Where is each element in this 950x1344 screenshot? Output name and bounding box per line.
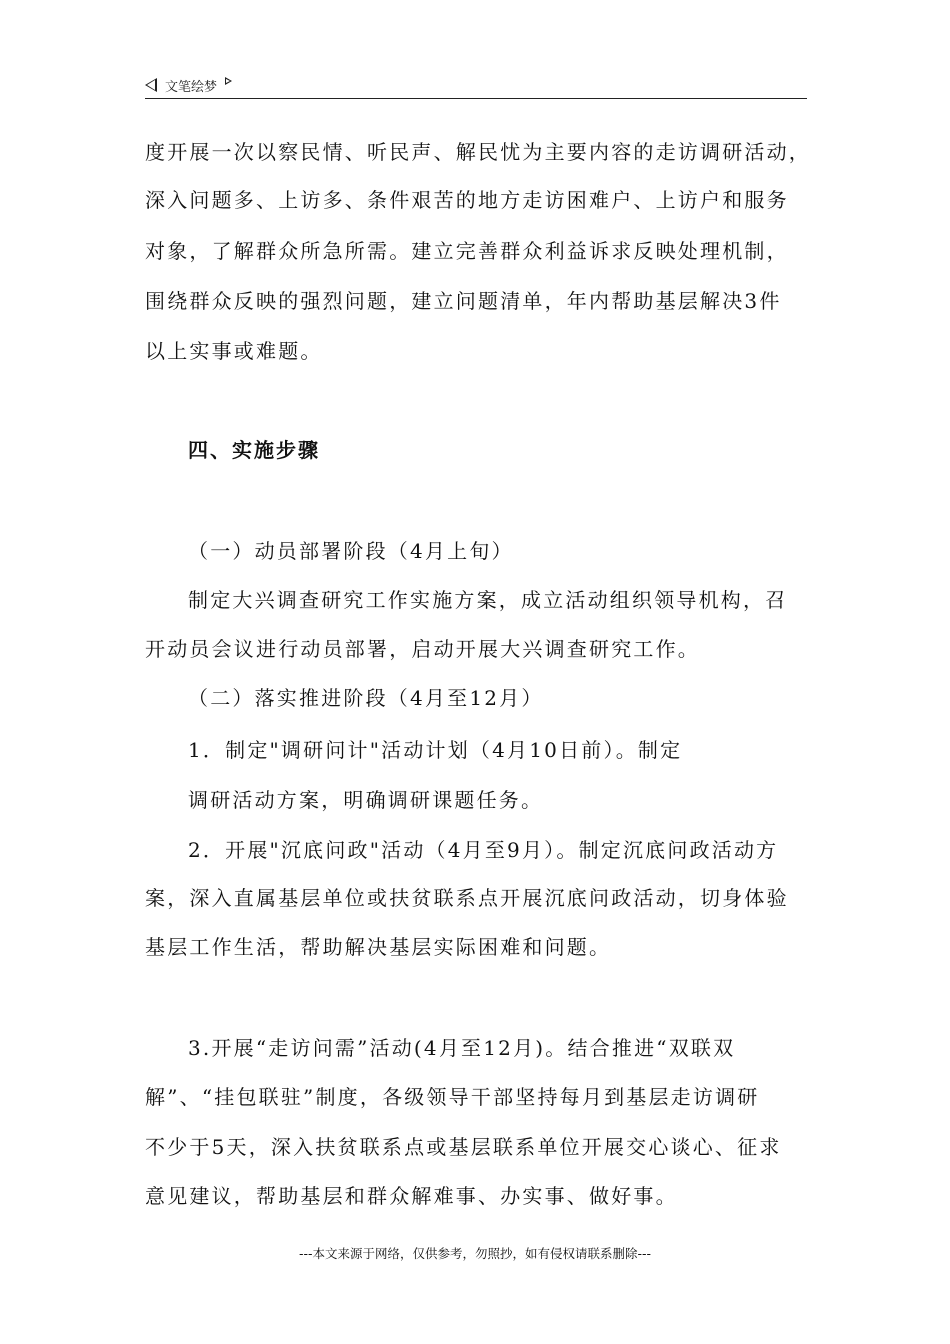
stage-title: （一）动员部署阶段（4月上旬） [188, 539, 514, 563]
text-line: 基层工作生活，帮助解决基层实际困难和问题。 [145, 935, 612, 959]
text-line: 度开展一次以察民情、听民声、解民忧为主要内容的走访调研活动， [145, 140, 811, 164]
text-line: 3.开展“走访问需”活动(4月至12月)。结合推进“双联双 [188, 1036, 736, 1060]
text-line: 制定大兴调查研究工作实施方案，成立活动组织领导机构，召 [188, 588, 788, 612]
text-line: 深入问题多、上访多、条件艰苦的地方走访困难户、上访户和服务 [145, 188, 789, 212]
text-line: 1．制定"调研问计"活动计划（4月10日前）。制定 [188, 738, 683, 762]
footer-notice: ---本文来源于网络，仅供参考，勿照抄，如有侵权请联系删除--- [298, 1246, 652, 1261]
stage-title: （二）落实推进阶段（4月至12月） [188, 686, 544, 710]
text-line: 以上实事或难题。 [145, 339, 323, 363]
text-line: 不少于5天，深入扶贫联系点或基层联系单位开展交心谈心、征求 [145, 1135, 782, 1159]
header-title: 文笔绘梦 [165, 79, 218, 95]
triangle-left-icon [145, 78, 157, 92]
text-line: 意见建议，帮助基层和群众解难事、办实事、做好事。 [145, 1184, 678, 1208]
text-line: 2．开展"沉底问政"活动（4月至9月）。制定沉底问政活动方 [188, 838, 779, 862]
section-heading: 四、实施步骤 [188, 438, 320, 462]
text-line: 开动员会议进行动员部署，启动开展大兴调查研究工作。 [145, 637, 700, 661]
text-line: 围绕群众反映的强烈问题，建立问题清单，年内帮助基层解决3件 [145, 289, 782, 313]
text-line: 对象，了解群众所急所需。建立完善群众利益诉求反映处理机制， [145, 239, 789, 263]
page-header [145, 72, 807, 99]
text-line: 调研活动方案，明确调研课题任务。 [188, 788, 544, 812]
triangle-right-icon [225, 77, 232, 85]
text-line: 解”、“挂包联驻”制度，各级领导干部坚持每月到基层走访调研 [145, 1085, 760, 1109]
text-line: 案，深入直属基层单位或扶贫联系点开展沉底问政活动，切身体验 [145, 886, 789, 910]
